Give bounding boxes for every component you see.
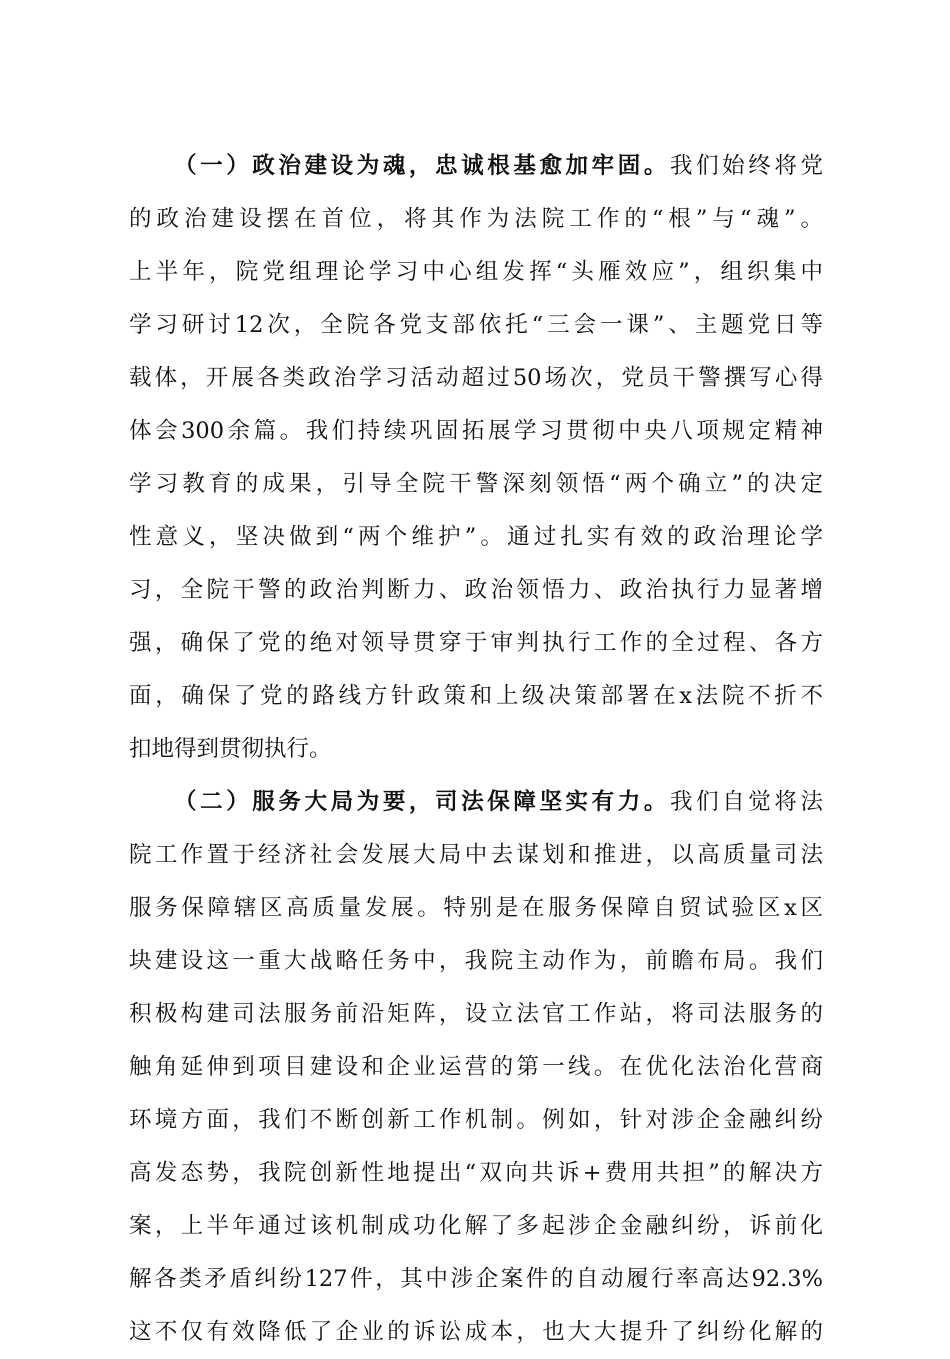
paragraph-1-line-3: 上半年，院党组理论学习中心组发挥“头雁效应”，组织集中 (129, 259, 823, 285)
body-text (129, 140, 823, 1359)
paragraph-2-line-3: 服务保障辖区高质量发展。特别是在服务保障自贸试验区x区 (129, 895, 823, 921)
paragraph-1-line-1-text: 我们始终将党 (669, 153, 823, 179)
paragraph-1-line-9: 习，全院干警的政治判断力、政治领悟力、政治执行力显著增 (129, 577, 823, 603)
paragraph-2-line-9: 案，上半年通过该机制成功化解了多起涉企金融纠纷，诉前化 (129, 1213, 823, 1239)
paragraph-2-line-4: 块建设这一重大战略任务中，我院主动作为，前瞻布局。我们 (129, 948, 823, 974)
paragraph-2-line-7: 环境方面，我们不断创新工作机制。例如，针对涉企金融纠纷 (129, 1107, 823, 1133)
paragraph-1-line-2: 的政治建设摆在首位，将其作为法院工作的“根”与“魂”。 (129, 206, 823, 232)
paragraph-2-heading: （二）服务大局为要，司法保障坚实有力。 (174, 789, 670, 815)
paragraph-2-line-1 (129, 776, 823, 829)
paragraph-1-line-12: 扣地得到贯彻执行。 (129, 736, 332, 762)
paragraph-1-line-8: 性意义，坚决做到“两个维护”。通过扎实有效的政治理论学 (129, 524, 823, 550)
paragraph-1-line-4: 学习研讨12次，全院各党支部依托“三会一课”、主题党日等 (129, 312, 823, 338)
paragraph-2-line-2: 院工作置于经济社会发展大局中去谋划和推进，以高质量司法 (129, 842, 823, 868)
paragraph-2-line-1-text: 我们自觉将法 (669, 789, 823, 815)
paragraph-1-line-6: 体会300余篇。我们持续巩固拓展学习贯彻中央八项规定精神 (129, 418, 823, 444)
paragraph-2-line-11: 这不仅有效降低了企业的诉讼成本，也大大提升了纠纷化解的 (129, 1319, 823, 1345)
paragraph-2-line-8: 高发态势，我院创新性地提出“双向共诉+费用共担”的解决方 (129, 1160, 823, 1186)
paragraph-1-line-7: 学习教育的成果，引导全院干警深刻领悟“两个确立”的决定 (129, 471, 823, 497)
paragraph-1-line-1 (129, 140, 823, 193)
paragraph-1-line-11: 面，确保了党的路线方针政策和上级决策部署在x法院不折不 (129, 683, 823, 709)
paragraph-1-line-10: 强，确保了党的绝对领导贯穿于审判执行工作的全过程、各方 (129, 630, 823, 656)
paragraph-2-line-5: 积极构建司法服务前沿矩阵，设立法官工作站，将司法服务的 (129, 1001, 823, 1027)
paragraph-1-heading: （一）政治建设为魂，忠诚根基愈加牢固。 (174, 153, 670, 179)
paragraph-1-line-5: 载体，开展各类政治学习活动超过50场次，党员干警撰写心得 (129, 365, 823, 391)
paragraph-2-line-10: 解各类矛盾纠纷127件，其中涉企案件的自动履行率高达92.3% (129, 1266, 823, 1292)
paragraph-2-line-6: 触角延伸到项目建设和企业运营的第一线。在优化法治化营商 (129, 1054, 823, 1080)
